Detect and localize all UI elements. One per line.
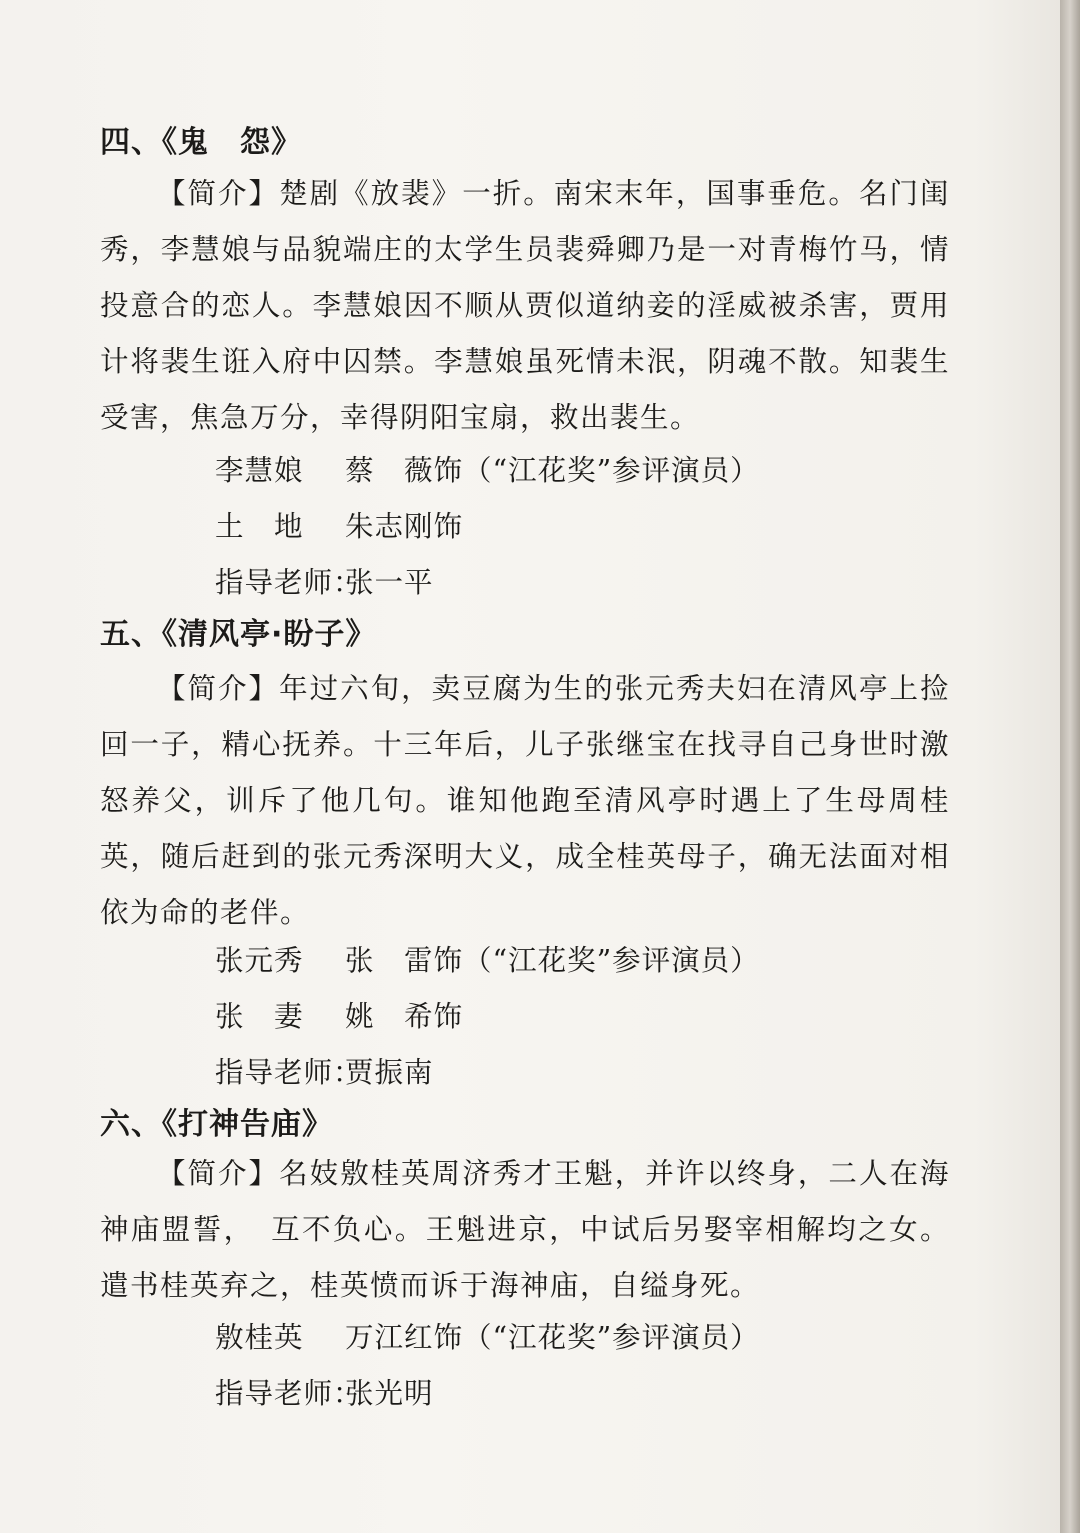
cast-row [100,1310,950,1366]
section-4-cast [100,443,950,611]
section-intro: 【简介】楚剧《放裴》一折。南宋末年，国事垂危。名门闺秀，李慧娘与品貌端庄的太学生员裴舜卿乃是一对青梅竹马，情投意合的恋人。李慧娘因不顺从贾似道纳妾的淫威被杀害，贾用计将裴生诳入府中囚禁。李慧娘虽死情未泯，阴魂不散。知裴生受害，焦急万分，幸得阴阳宝扇，救出裴生。 [100,177,950,434]
cast-actor: 张一平 [345,566,434,599]
section-intro: 【简介】名妓敫桂英周济秀才王魁，并许以终身，二人在海神庙盟誓， 互不负心。王魁进京，中试后另娶宰相解均之女。遣书桂英弃之，桂英愤而诉于海神庙，自缢身死。 [100,1157,950,1302]
cast-row [100,1366,950,1422]
cast-note: （“江花奖”参评演员） [463,1321,760,1354]
cast-row [100,555,950,611]
cast-actor: 朱志刚饰 [345,510,464,543]
cast-role: 敫桂英 [215,1321,304,1354]
section-title: 五、《清风亭·盼子》 [100,617,377,652]
section-4-intro-block [100,166,950,446]
cast-actor: 姚 希饰 [345,1000,464,1033]
cast-row [100,1045,950,1101]
cast-role: 指导老师： [215,1056,363,1089]
cast-role: 土 地 [215,510,304,543]
section-5 [100,614,950,656]
cast-row [100,989,950,1045]
section-5-intro-block [100,661,950,941]
section-6 [100,1104,950,1146]
cast-actor: 蔡 薇饰 [345,454,464,487]
cast-role: 张元秀 [215,944,304,977]
cast-role: 李慧娘 [215,454,304,487]
page-edge [1060,0,1080,1533]
cast-actor: 张光明 [345,1377,434,1410]
cast-note: （“江花奖”参评演员） [463,944,760,977]
section-title: 六、《打神告庙》 [100,1107,333,1142]
cast-row [100,499,950,555]
section-intro: 【简介】年过六旬，卖豆腐为生的张元秀夫妇在清风亭上捡回一子，精心抚养。十三年后，儿子张继宝在找寻自己身世时激怒养父，训斥了他几句。谁知他跑至清风亭时遇上了生母周桂英，随后赶到的张元秀深明大义，成全桂英母子，确无法面对相依为命的老伴。 [100,672,950,929]
cast-role: 张 妻 [215,1000,304,1033]
section-title: 四、《鬼 怨》 [100,125,302,160]
section-5-cast [100,933,950,1101]
cast-role: 指导老师： [215,1377,363,1410]
cast-actor: 万江红饰 [345,1321,464,1354]
cast-note: （“江花奖”参评演员） [463,454,760,487]
section-6-cast [100,1310,950,1422]
section-4 [100,122,950,164]
cast-actor: 贾振南 [345,1056,434,1089]
cast-row [100,933,950,989]
section-6-intro-block [100,1146,950,1314]
cast-row [100,443,950,499]
cast-actor: 张 雷饰 [345,944,464,977]
cast-role: 指导老师： [215,566,363,599]
